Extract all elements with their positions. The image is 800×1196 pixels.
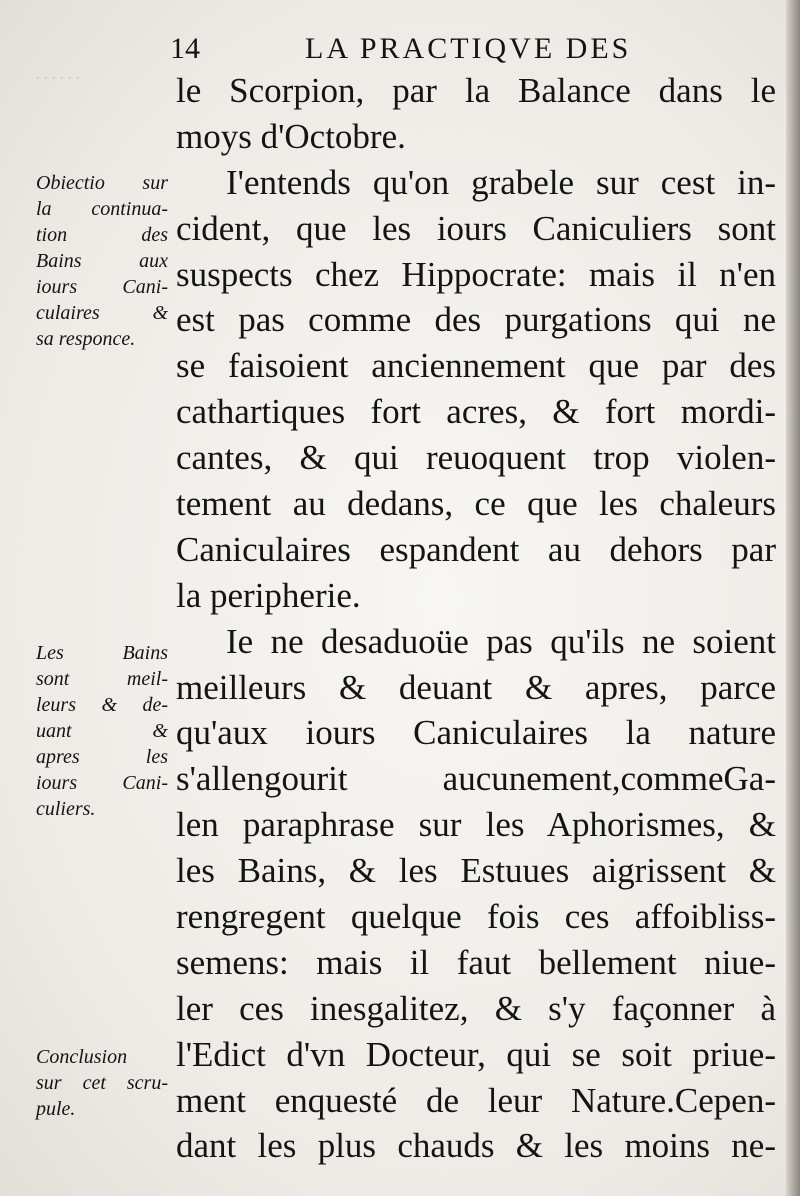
text-line: cathartiques fort acres, & fort mordi-	[176, 392, 776, 432]
text-line: le Scorpion, par la Balance dans le	[176, 71, 776, 110]
margin-note-line: Obiectio sur	[36, 172, 168, 194]
text-line: cident, que les iours Caniculiers sont	[176, 208, 776, 248]
running-title: LA PRACTIQVE DES	[305, 32, 632, 65]
margin-note-line: culiers.	[36, 798, 96, 820]
margin-note-objection	[36, 170, 168, 352]
main-text-block	[176, 68, 776, 1169]
margin-note-line: sur cet scru-	[36, 1072, 168, 1094]
text-line: qu'aux iours Caniculaires la nature	[176, 713, 776, 753]
text-line: l'Edict d'vn Docteur, qui se soit priue-	[176, 1034, 776, 1074]
text-line: la peripherie.	[176, 575, 361, 615]
text-line: Caniculaires espandent au dehors par	[176, 529, 776, 569]
margin-note-line: Les Bains	[36, 642, 168, 664]
margin-note-line: iours Cani-	[36, 772, 168, 794]
text-line: len paraphrase sur les Aphorismes, &	[176, 805, 776, 845]
text-line: cantes, & qui reuoquent trop violen-	[176, 438, 776, 478]
text-line: s'allengourit aucunement,commeGa-	[176, 759, 776, 799]
text-line: suspects chez Hippocrate: mais il n'en	[176, 254, 776, 294]
margin-note-line: iours Cani-	[36, 276, 168, 298]
bleed-through-text: · · · · · ·	[36, 70, 80, 87]
page-edge-shadow	[786, 0, 800, 1196]
text-line: ler ces inesgalitez, & s'y façonner à	[176, 988, 776, 1028]
margin-note-line: uant &	[36, 720, 168, 742]
margin-note-line: sa responce.	[36, 328, 136, 350]
text-line: tement au dedans, ce que les chaleurs	[176, 484, 776, 524]
margin-note-baths	[36, 640, 168, 822]
text-line: meilleurs & deuant & apres, parce	[176, 667, 776, 707]
text-line: est pas comme des purgations qui ne	[176, 300, 776, 340]
text-line: Ie ne desaduoüe pas qu'ils ne soient	[226, 621, 776, 661]
margin-note-line: tion des	[36, 224, 168, 246]
margin-note-line: sont meil-	[36, 668, 168, 690]
text-line: moys d'Octobre.	[176, 116, 406, 156]
margin-note-line: leurs & de-	[36, 694, 168, 716]
text-line: se faisoient anciennement que par des	[176, 346, 776, 386]
page-header	[170, 28, 730, 68]
text-line: I'entends qu'on grabele sur cest in-	[226, 162, 776, 202]
text-line: ment enquesté de leur Nature.Cepen-	[176, 1080, 776, 1120]
text-line: rengregent quelque fois ces affoibliss-	[176, 897, 776, 937]
text-line: semens: mais il faut bellement niue-	[176, 942, 776, 982]
margin-note-line: pule.	[36, 1098, 76, 1120]
margin-note-line: Bains aux	[36, 250, 168, 272]
text-line: les Bains, & les Estuues aigrissent &	[176, 851, 776, 891]
margin-note-line: apres les	[36, 746, 168, 768]
text-line: dant les plus chauds & les moins ne-	[176, 1126, 776, 1166]
margin-note-conclusion	[36, 1044, 168, 1122]
margin-note-line: Conclusion	[36, 1046, 128, 1068]
page-number: 14	[170, 32, 200, 65]
margin-note-line: culaires &	[36, 302, 168, 324]
margin-note-line: la continua-	[36, 198, 168, 220]
